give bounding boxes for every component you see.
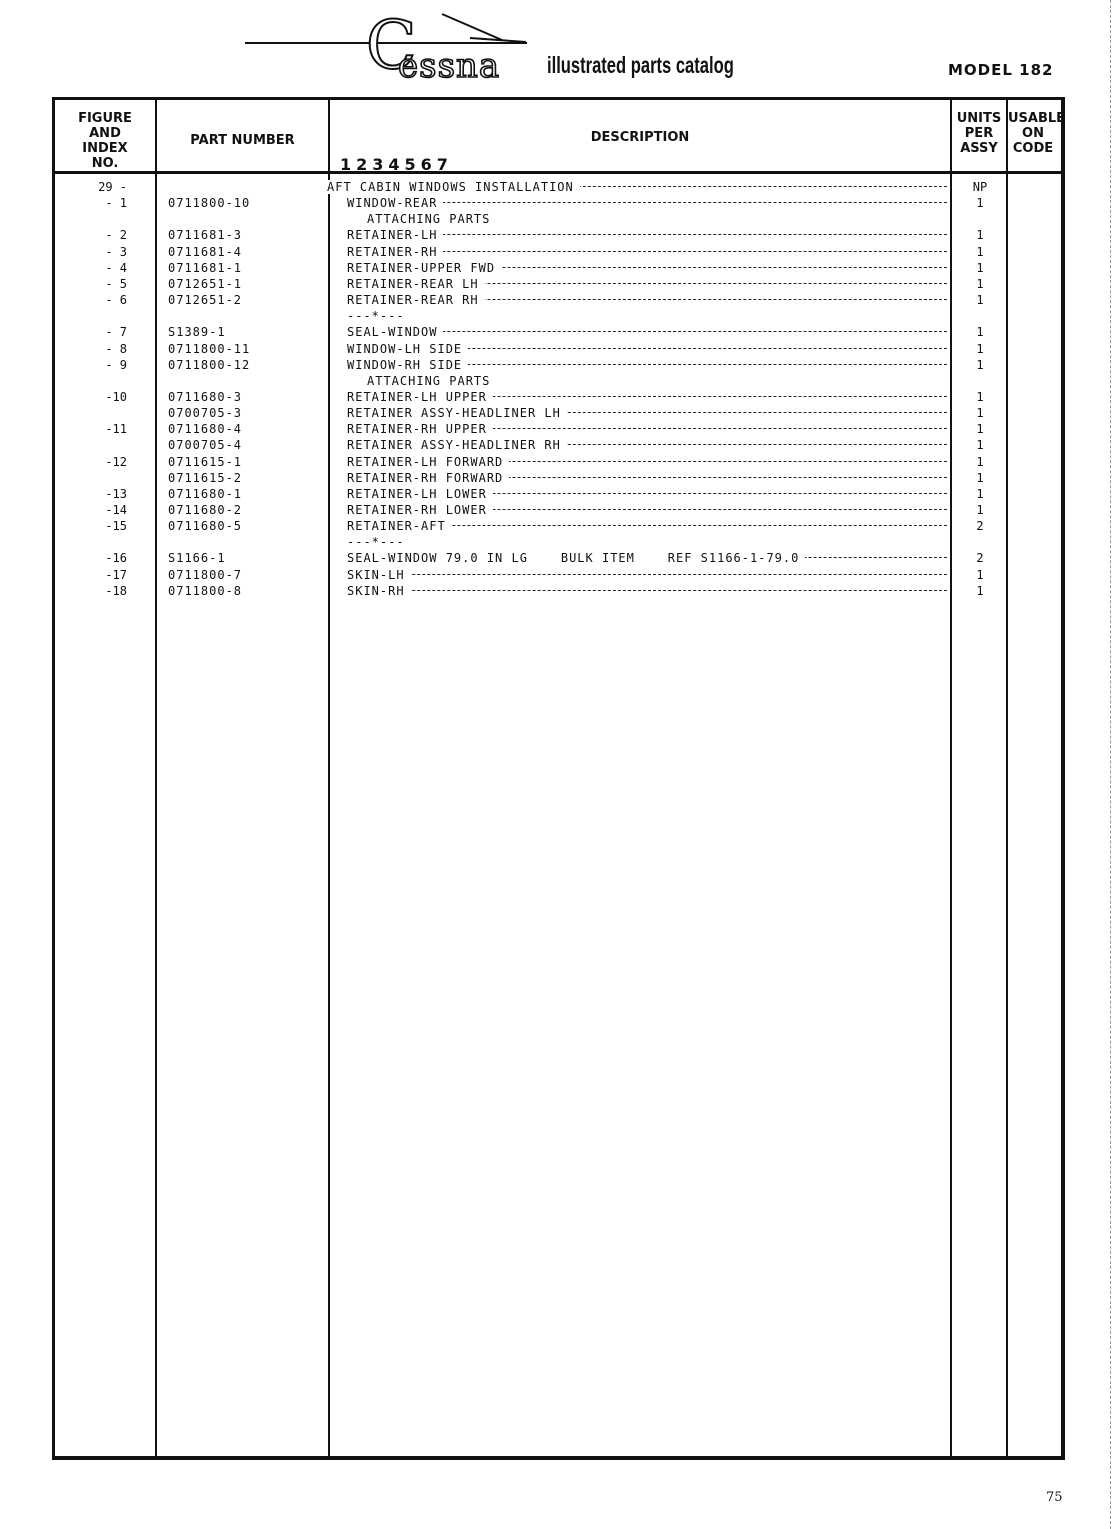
part-number-cell: 0711615-2: [168, 470, 243, 485]
catalog-title: illustrated parts catalog: [547, 52, 734, 78]
table-row: [55, 583, 1061, 599]
table-row: [55, 244, 1061, 260]
part-number-cell: 0711680-1: [168, 486, 243, 501]
part-number-cell: S1166-1: [168, 551, 226, 566]
table-row: [55, 195, 1061, 211]
units-per-assy-cell: 1: [976, 454, 984, 469]
part-number-cell: 0711800-7: [168, 567, 243, 582]
units-header-line: PER: [964, 126, 994, 141]
table-row: [55, 227, 1061, 243]
table-row: [55, 211, 1061, 227]
description-cell: [347, 260, 947, 276]
description-cell: [347, 195, 947, 211]
header-divider: [55, 171, 1061, 174]
table-row: [55, 486, 1061, 502]
description-text: WINDOW-REAR: [347, 196, 443, 210]
part-number-cell: 0711681-4: [168, 244, 243, 259]
table-row: [55, 502, 1061, 518]
usable-header-line: CODE: [1012, 141, 1054, 156]
table-row: [55, 292, 1061, 308]
description-text: RETAINER-UPPER FWD: [347, 261, 501, 275]
figure-index-cell: - 2: [105, 228, 127, 243]
description-text: RETAINER ASSY-HEADLINER RH: [347, 438, 567, 452]
units-per-assy-cell: NP: [972, 180, 988, 194]
description-text: RETAINER-LH FORWARD: [347, 455, 509, 469]
table-row: [55, 567, 1061, 583]
part-number-cell: 0711680-2: [168, 503, 243, 517]
description-text: ---*---: [347, 309, 411, 323]
description-text: AFT CABIN WINDOWS INSTALLATION: [327, 180, 580, 194]
figure-index-cell: -15: [105, 519, 127, 534]
units-per-assy-cell: 1: [976, 583, 984, 598]
units-per-assy-header: [952, 111, 1006, 156]
parts-table: [52, 97, 1065, 1460]
description-cell: [347, 389, 947, 405]
description-text: ATTACHING PARTS: [367, 374, 496, 388]
description-text: RETAINER-LH UPPER: [347, 390, 493, 404]
description-cell: [347, 276, 947, 292]
part-number-cell: 0700705-4: [168, 438, 243, 453]
table-row: [55, 470, 1061, 486]
table-row: [55, 518, 1061, 534]
table-row: [55, 421, 1061, 437]
description-text: RETAINER-LH LOWER: [347, 487, 493, 501]
description-text: RETAINER-AFT: [347, 519, 452, 533]
description-cell: [347, 405, 947, 421]
table-row: [55, 437, 1061, 453]
description-text: RETAINER-RH: [347, 245, 443, 259]
units-per-assy-cell: 1: [976, 341, 984, 356]
table-row: [55, 324, 1061, 340]
description-text: SEAL-WINDOW: [347, 325, 443, 339]
usable-header-line: ON: [1022, 126, 1044, 141]
figure-index-cell: - 9: [105, 357, 127, 372]
description-cell: [347, 341, 947, 357]
description-text: RETAINER-RH FORWARD: [347, 471, 509, 485]
description-cell: [367, 211, 947, 227]
description-cell: [347, 324, 947, 340]
description-cell: [347, 534, 947, 550]
description-cell: [347, 292, 947, 308]
table-row: [55, 454, 1061, 470]
part-number-cell: 0711615-1: [168, 454, 243, 469]
units-per-assy-cell: 1: [976, 228, 984, 243]
units-per-assy-cell: 1: [976, 293, 984, 307]
figure-index-cell: - 6: [105, 293, 127, 307]
figure-index-header: [55, 111, 155, 171]
part-number-cell: 0711681-3: [168, 228, 243, 243]
figure-index-cell: - 4: [105, 260, 127, 275]
units-per-assy-cell: 1: [976, 325, 984, 340]
figure-index-cell: -13: [105, 486, 127, 501]
description-text: SKIN-RH: [347, 584, 411, 598]
description-cell: [347, 518, 947, 534]
part-number-cell: S1389-1: [168, 325, 226, 340]
part-number-cell: 0711800-10: [168, 196, 251, 211]
figure-index-cell: -17: [105, 567, 127, 582]
description-text: WINDOW-RH SIDE: [347, 358, 468, 372]
table-row: [55, 357, 1061, 373]
table-row: [55, 308, 1061, 324]
table-row: [55, 179, 1061, 195]
table-row: [55, 373, 1061, 389]
cessna-logo: [366, 7, 541, 90]
description-text: SEAL-WINDOW 79.0 IN LG BULK ITEM REF S1166-1-79.0: [347, 551, 805, 565]
part-number-cell: 0711680-4: [168, 422, 243, 437]
figure-index-cell: - 5: [105, 276, 127, 291]
description-text: RETAINER-REAR LH: [347, 277, 485, 291]
table-row: [55, 405, 1061, 421]
part-number-cell: 0711681-1: [168, 260, 243, 275]
units-header-line: UNITS: [956, 111, 1002, 126]
description-cell: [327, 179, 947, 195]
part-number-cell: 0711680-5: [168, 519, 243, 534]
table-row: [55, 550, 1061, 566]
figure-index-cell: -11: [105, 422, 127, 437]
dashed-leader: [347, 574, 947, 575]
part-number-cell: 0711800-12: [168, 357, 251, 372]
part-number-cell: 0711800-8: [168, 583, 243, 598]
figure-header-line: FIGURE: [78, 111, 132, 126]
description-text: ---*---: [347, 535, 411, 549]
description-cell: [367, 373, 947, 389]
description-cell: [347, 357, 947, 373]
description-text: WINDOW-LH SIDE: [347, 342, 468, 356]
description-text: RETAINER-RH UPPER: [347, 422, 493, 436]
units-header-line: ASSY: [960, 141, 998, 156]
figure-header-line: NO.: [91, 156, 119, 171]
part-number-cell: 0711800-11: [168, 341, 251, 356]
figure-index-cell: -14: [105, 503, 127, 517]
description-cell: [347, 567, 947, 583]
units-per-assy-cell: 1: [976, 389, 984, 404]
figure-index-cell: -12: [105, 454, 127, 469]
units-per-assy-cell: 1: [976, 357, 984, 372]
units-per-assy-cell: 1: [976, 567, 984, 582]
units-per-assy-cell: 1: [976, 406, 984, 421]
table-row: [55, 260, 1061, 276]
description-text: RETAINER-LH: [347, 228, 443, 242]
table-row: [55, 341, 1061, 357]
description-cell: [347, 502, 947, 518]
figure-index-cell: 29 -: [98, 180, 127, 194]
units-per-assy-cell: 1: [976, 196, 984, 211]
logo-initial: C: [366, 7, 417, 84]
figure-header-line: INDEX: [82, 141, 128, 156]
units-per-assy-cell: 1: [976, 438, 984, 453]
description-text: ATTACHING PARTS: [367, 212, 496, 226]
description-cell: [347, 308, 947, 324]
figure-header-line: AND: [89, 126, 121, 141]
units-per-assy-cell: 1: [976, 276, 984, 291]
figure-index-cell: - 1: [105, 196, 127, 211]
description-text: SKIN-LH: [347, 568, 411, 582]
units-per-assy-cell: 2: [976, 551, 984, 566]
figure-index-cell: -18: [105, 583, 127, 598]
description-text: RETAINER-RH LOWER: [347, 503, 493, 517]
description-text: RETAINER-REAR RH: [347, 293, 485, 307]
part-number-header: PART NUMBER: [190, 133, 295, 148]
page-number: 75: [1046, 1490, 1063, 1505]
part-number-cell: 0711680-3: [168, 389, 243, 404]
table-row: [55, 276, 1061, 292]
description-cell: [347, 470, 947, 486]
description-cell: [347, 486, 947, 502]
model-label: MODEL 182: [948, 61, 1054, 79]
units-per-assy-cell: 1: [976, 244, 984, 259]
description-header: DESCRIPTION: [590, 130, 690, 145]
description-cell: [347, 421, 947, 437]
units-per-assy-cell: 1: [976, 503, 984, 517]
usable-header-line: USABLE: [1008, 111, 1066, 126]
units-per-assy-cell: 1: [976, 470, 984, 485]
description-cell: [347, 227, 947, 243]
description-cell: [347, 583, 947, 599]
figure-index-cell: -10: [105, 389, 127, 404]
description-text: RETAINER ASSY-HEADLINER LH: [347, 406, 567, 420]
dashed-leader: [347, 590, 947, 591]
table-row: [55, 389, 1061, 405]
margin-dash-line: [1110, 0, 1111, 1529]
part-number-cell: 0700705-3: [168, 406, 243, 421]
figure-index-cell: - 8: [105, 341, 127, 356]
part-number-cell: 0712651-1: [168, 276, 243, 291]
description-cell: [347, 550, 947, 566]
logo-wordmark: essna: [398, 46, 501, 86]
indent-level-digits: 1234567: [340, 155, 453, 174]
units-per-assy-cell: 2: [976, 519, 984, 534]
table-row: [55, 534, 1061, 550]
figure-index-cell: -16: [105, 551, 127, 566]
description-cell: [347, 437, 947, 453]
part-number-cell: 0712651-2: [168, 293, 243, 307]
description-cell: [347, 454, 947, 470]
usable-on-code-header: [1008, 111, 1066, 156]
units-per-assy-cell: 1: [976, 260, 984, 275]
units-per-assy-cell: 1: [976, 486, 984, 501]
description-cell: [347, 244, 947, 260]
figure-index-cell: - 3: [105, 244, 127, 259]
figure-index-cell: - 7: [105, 325, 127, 340]
units-per-assy-cell: 1: [976, 422, 984, 437]
